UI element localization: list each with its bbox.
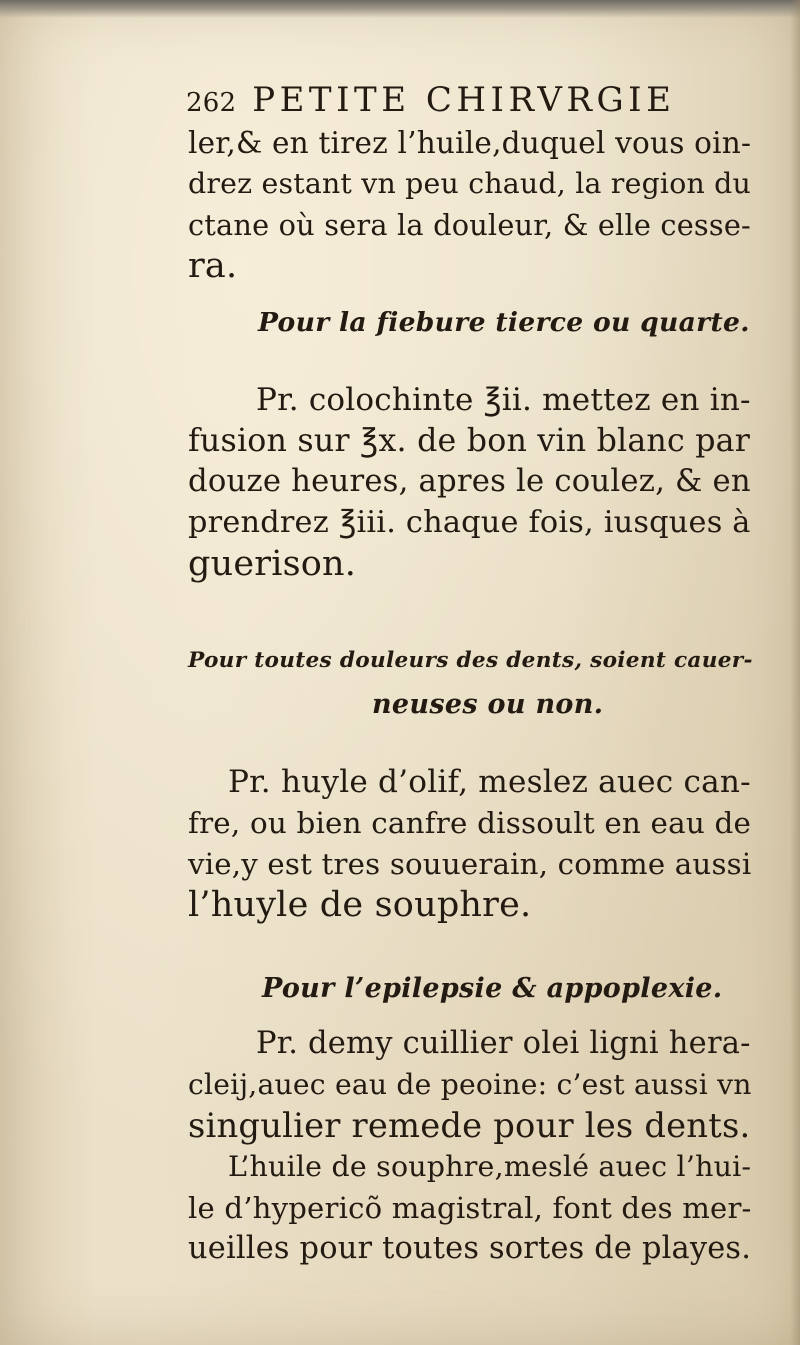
recipe-line: L’huile de souphre,meslé auec l’hui- [228, 1150, 752, 1183]
page-header [186, 80, 675, 123]
recipe-line: ueilles pour toutes sortes de playes. [188, 1231, 752, 1266]
recipe-line: fre, ou bien canfre dissoult en eau de [188, 806, 752, 840]
page-number: 262 [186, 88, 237, 118]
section-heading-toothache-cont: neuses ou non. [372, 689, 604, 720]
recipe-line: singulier remede pour les dents. [188, 1106, 751, 1145]
recipe-line: Pr. huyle d’olif, meslez auec can- [228, 764, 751, 800]
text-line: drez estant vn peu chaud, la region du [188, 167, 752, 200]
section-heading-epilepsy: Pour l’epilepsie & appoplexie. [262, 973, 723, 1004]
section-heading-fever: Pour la fiebure tierce ou quarte. [258, 307, 750, 338]
recipe-line: fusion sur ℥x. de bon vin blanc par [188, 423, 751, 459]
recipe-line: Pr. colochinte ℥ii. mettez en in- [256, 382, 751, 418]
text-line: ler,& en tirez l’huile,duquel vous oin- [188, 126, 752, 160]
text-line: ctane où sera la douleur, & elle cesse- [188, 208, 751, 242]
recipe-line: le d’hypericõ magistral, font des mer- [188, 1191, 752, 1225]
text-line: ra. [188, 246, 238, 286]
recipe-line: prendrez ℥iii. chaque fois, iusques à [188, 505, 751, 540]
running-head: PETITE CHIRVRGIE [252, 80, 676, 120]
page-right-edge [790, 0, 800, 1345]
recipe-line: Pr. demy cuillier olei ligni hera- [256, 1026, 751, 1061]
recipe-line: guerison. [188, 544, 357, 584]
recipe-line: l’huyle de souphre. [188, 885, 532, 925]
recipe-line: douze heures, apres le coulez, & en [188, 464, 751, 499]
page-top-edge [0, 0, 800, 18]
recipe-line: cleij,auec eau de peoine: c’est aussi vn [188, 1068, 752, 1101]
section-heading-toothache: Pour toutes douleurs des dents, soient cauer- [188, 648, 753, 673]
recipe-line: vie,y est tres souuerain, comme aussi [188, 847, 752, 881]
